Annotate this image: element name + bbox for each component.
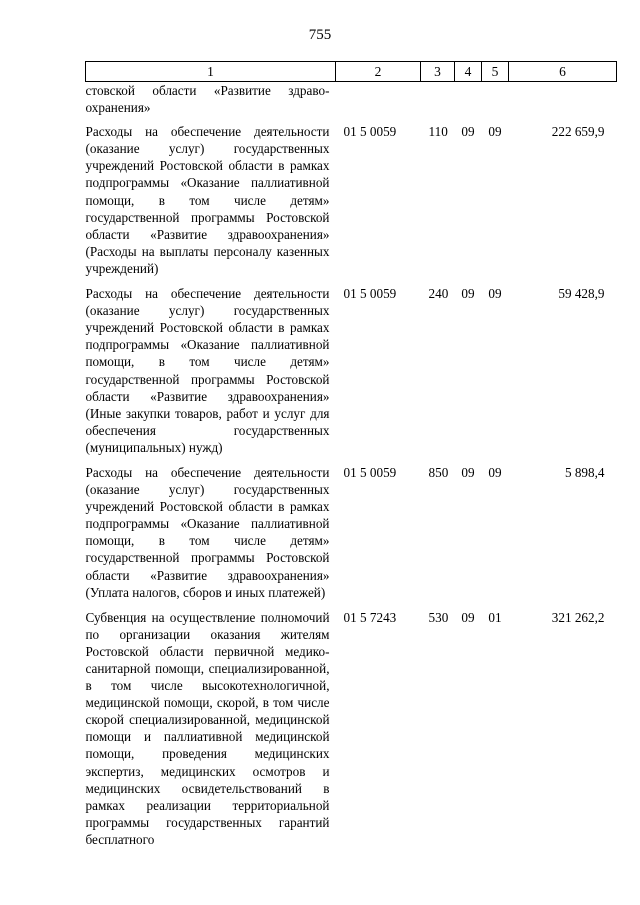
- row-section: 09: [461, 286, 475, 302]
- row-description: Расходы на обеспечение деятельности (оказание услуг) государственных учреждений Ростовской области в рамках подпрограммы «Оказание паллиативной помощи, в том числе детям» государственной программы Ростовской области «Развитие здравоохранения» (Иные закупки товаров, работ и услуг для обеспечения государственных (муниципальных) нужд): [85, 286, 330, 455]
- row-section: [455, 82, 482, 123]
- row-subsection: 09: [488, 124, 502, 140]
- row-subsection: 09: [488, 286, 502, 302]
- column-header: 5: [482, 62, 509, 82]
- row-expense-type: [421, 82, 455, 123]
- row-target-article: 01 5 0059: [343, 286, 397, 302]
- row-amount: 222 659,9: [551, 124, 605, 140]
- row-description: Расходы на обеспечение деятельности (оказание услуг) государственных учреждений Ростовской области в рамках подпрограммы «Оказание паллиативной помощи, в том числе детям» государственной программы Ростовской области «Развитие здравоохранения» (Уплата налогов, сборов и иных платежей): [85, 464, 330, 600]
- column-header: 2: [336, 62, 421, 82]
- column-header: 3: [421, 62, 455, 82]
- table-row: [86, 122, 617, 284]
- row-expense-type: 530: [428, 609, 449, 625]
- table-row: [86, 284, 617, 463]
- row-subsection: 09: [488, 464, 502, 480]
- row-amount: 5 898,4: [564, 464, 605, 480]
- row-expense-type: 110: [428, 124, 448, 140]
- row-target-article: [336, 82, 421, 123]
- row-subsection: 01: [488, 609, 502, 625]
- row-target-article: 01 5 0059: [343, 464, 397, 480]
- row-section: 09: [461, 464, 475, 480]
- table-row: [86, 608, 617, 855]
- budget-table: [85, 61, 617, 855]
- row-target-article: 01 5 7243: [343, 609, 397, 625]
- row-section: 09: [461, 124, 475, 140]
- row-amount: 321 262,2: [551, 609, 605, 625]
- table-header-row: [86, 62, 617, 82]
- row-amount: 59 428,9: [558, 286, 605, 302]
- row-amount: [509, 82, 617, 123]
- column-header: 4: [455, 62, 482, 82]
- column-header: 6: [509, 62, 617, 82]
- row-section: 09: [461, 609, 475, 625]
- table-row: [86, 82, 617, 123]
- row-description: стовской области «Развитие здраво-охранения»: [85, 83, 330, 116]
- row-expense-type: 240: [428, 286, 449, 302]
- column-header: 1: [86, 62, 336, 82]
- row-subsection: [482, 82, 509, 123]
- row-description: Субвенция на осуществление полномочий по организации оказания жителям Ростовской области первичной медико-санитарной помощи, специализированной, в том числе высокотехнологичной, медицинской помощи, скорой, в том числе скорой специализированной, медицинской помощи и паллиативной медицинской помощи, проведения медицинских экспертиз, медицинских осмотров и медицинских освидетельствований в рамках реализации территориальной программы государственных гарантий бесплатного: [85, 609, 330, 847]
- table-row: [86, 463, 617, 608]
- row-expense-type: 850: [428, 464, 449, 480]
- row-description: Расходы на обеспечение деятельности (оказание услуг) государственных учреждений Ростовской области в рамках подпрограммы «Оказание паллиативной помощи, в том числе детям» государственной программы Ростовской области «Развитие здравоохранения» (Расходы на выплаты персоналу казенных учреждений): [85, 124, 330, 276]
- row-target-article: 01 5 0059: [343, 124, 397, 140]
- page-number: 755: [308, 27, 332, 43]
